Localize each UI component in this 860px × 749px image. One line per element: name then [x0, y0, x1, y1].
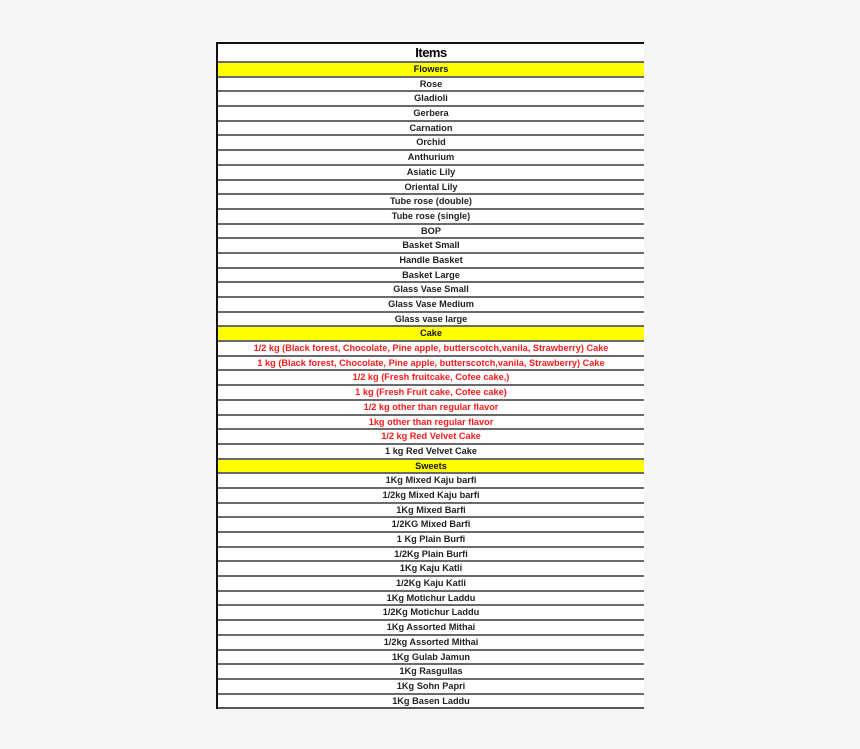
table-row: Orchid: [218, 136, 644, 151]
table-row: Rose: [218, 78, 644, 93]
table-row: 1Kg Mixed Barfi: [218, 504, 644, 519]
table-header: Items: [218, 44, 644, 63]
table-row: 1Kg Basen Laddu: [218, 695, 644, 710]
category-row-cake: Cake: [218, 327, 644, 342]
table-row: Asiatic Lily: [218, 166, 644, 181]
table-row: 1Kg Sohn Papri: [218, 680, 644, 695]
table-row: 1/2Kg Motichur Laddu: [218, 606, 644, 621]
table-row: 1/2Kg Plain Burfi: [218, 548, 644, 563]
table-row: Tube rose (double): [218, 195, 644, 210]
items-table: [216, 42, 644, 709]
table-row: Basket Large: [218, 269, 644, 284]
table-row: Carnation: [218, 122, 644, 137]
table-row: Glass Vase Medium: [218, 298, 644, 313]
category-row-sweets: Sweets: [218, 460, 644, 475]
table-row: 1/2 kg Red Velvet Cake: [218, 430, 644, 445]
table-row: Basket Small: [218, 239, 644, 254]
table-row: Glass vase large: [218, 313, 644, 328]
category-row-flowers: Flowers: [218, 63, 644, 78]
table-row: 1Kg Kaju Katli: [218, 562, 644, 577]
table-row: Handle Basket: [218, 254, 644, 269]
table-row: 1 Kg Plain Burfi: [218, 533, 644, 548]
table-row: Oriental Lily: [218, 181, 644, 196]
table-row: 1 kg Red Velvet Cake: [218, 445, 644, 460]
table-row: 1 kg (Fresh Fruit cake, Cofee cake): [218, 386, 644, 401]
table-row: Anthurium: [218, 151, 644, 166]
table-row: 1kg other than regular flavor: [218, 416, 644, 431]
table-row: 1Kg Assorted Mithai: [218, 621, 644, 636]
table-row: 1/2 kg (Black forest, Chocolate, Pine apple, butterscotch,vanila, Strawberry) Cake: [218, 342, 644, 357]
table-row: 1/2kg Mixed Kaju barfi: [218, 489, 644, 504]
table-row: 1/2 kg other than regular flavor: [218, 401, 644, 416]
table-row: 1Kg Rasgullas: [218, 665, 644, 680]
table-row: Glass Vase Small: [218, 283, 644, 298]
table-row: 1Kg Mixed Kaju barfi: [218, 474, 644, 489]
table-row: 1/2kg Assorted Mithai: [218, 636, 644, 651]
table-row: 1/2 kg (Fresh fruitcake, Cofee cake,): [218, 371, 644, 386]
table-row: 1Kg Gulab Jamun: [218, 651, 644, 666]
table-row: 1Kg Motichur Laddu: [218, 592, 644, 607]
table-row: 1/2KG Mixed Barfi: [218, 518, 644, 533]
table-row: BOP: [218, 225, 644, 240]
table-row: Gerbera: [218, 107, 644, 122]
table-row: Tube rose (single): [218, 210, 644, 225]
table-row: 1/2Kg Kaju Katli: [218, 577, 644, 592]
table-row: Gladioli: [218, 92, 644, 107]
table-row: 1 kg (Black forest, Chocolate, Pine apple, butterscotch,vanila, Strawberry) Cake: [218, 357, 644, 372]
table-body: [218, 63, 644, 709]
